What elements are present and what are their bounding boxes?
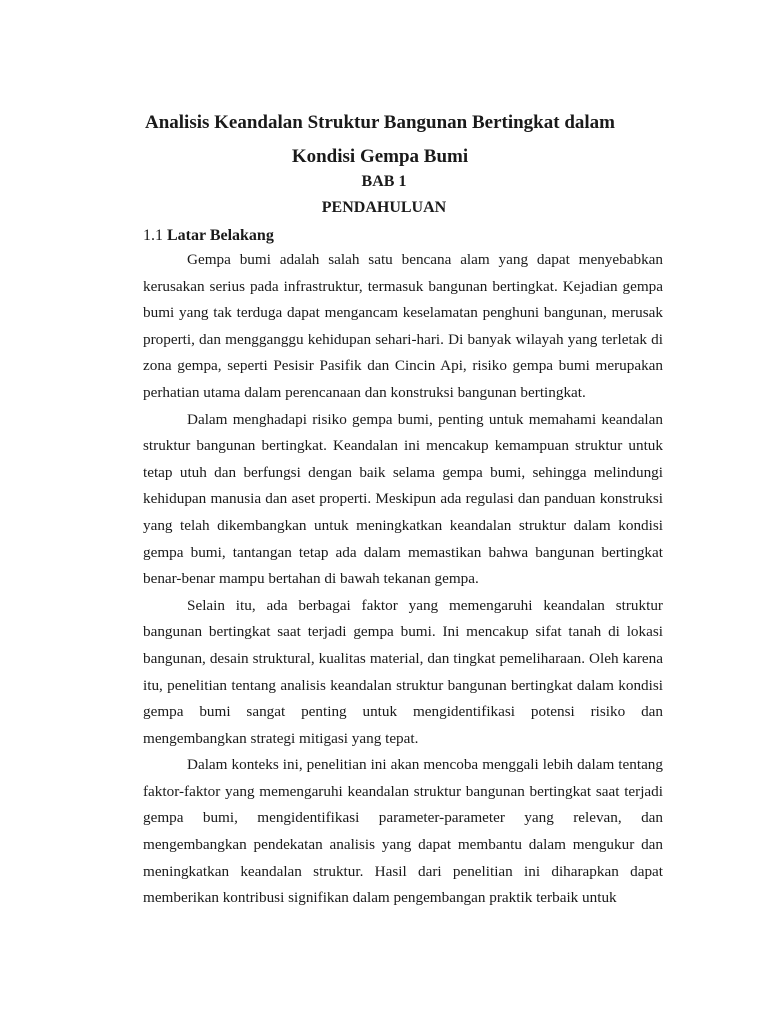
paragraph: Gempa bumi adalah salah satu bencana alam yang dapat menyebabkan kerusakan serius pada infrastruktur, termasuk bangunan bertingkat. Kejadian gempa bumi yang tak terduga dapat mengancam keselamatan penghuni bangunan, merusak properti, dan mengganggu kehidupan sehari-hari. Di banyak wilayah yang terletak di zona gempa, seperti Pesisir Pasifik dan Cincin Api, risiko gempa bumi merupakan perhatian utama dalam perencanaan dan konstruksi bangunan bertingkat. (143, 251, 663, 401)
section-number: 1.1 (143, 227, 163, 244)
chapter-title: PENDAHULUAN (321, 199, 447, 216)
section-name: Latar Belakang (167, 227, 274, 244)
paragraph: Dalam konteks ini, penelitian ini akan mencoba menggali lebih dalam tentang faktor-faktor yang memengaruhi keandalan struktur bangunan bertingkat saat terjadi gempa bumi, mengidentifikasi parameter-parameter yang relevan, dan mengembangkan pendekatan analisis yang dapat membantu dalam mengukur dan meningkatkan keandalan struktur. Hasil dari penelitian ini diharapkan dapat memberikan kontribusi signifikan dalam pengembangan praktik terbaik untuk (143, 756, 663, 907)
document-body (143, 247, 663, 912)
paragraph: Dalam menghadapi risiko gempa bumi, penting untuk memahami keandalan struktur bangunan bertingkat. Keandalan ini mencakup kemampuan struktur untuk tetap utuh dan berfungsi dengan baik selama gempa bumi, sehingga melindungi kehidupan manusia dan aset properti. Meskipun ada regulasi dan panduan konstruksi yang telah dikembangkan untuk meningkatkan keandalan struktur dalam kondisi gempa bumi, tantangan tetap ada dalam memastikan bahwa bangunan bertingkat benar-benar mampu bertahan di bawah tekanan gempa. (143, 410, 663, 588)
document-title: Analisis Keandalan Struktur Bangunan Bertingkat dalam Kondisi Gempa Bumi (144, 112, 616, 167)
paragraph: Selain itu, ada berbagai faktor yang memengaruhi keandalan struktur bangunan bertingkat saat terjadi gempa bumi. Ini mencakup sifat tanah di lokasi bangunan, desain struktural, kualitas material, dan tingkat pemeliharaan. Oleh karena itu, penelitian tentang analisis keandalan struktur bangunan bertingkat dalam kondisi gempa bumi sangat penting untuk mengidentifikasi potensi risiko dan mengembangkan strategi mitigasi yang tepat. (143, 596, 663, 747)
section-heading (143, 223, 274, 249)
chapter-number: BAB 1 (361, 173, 407, 190)
